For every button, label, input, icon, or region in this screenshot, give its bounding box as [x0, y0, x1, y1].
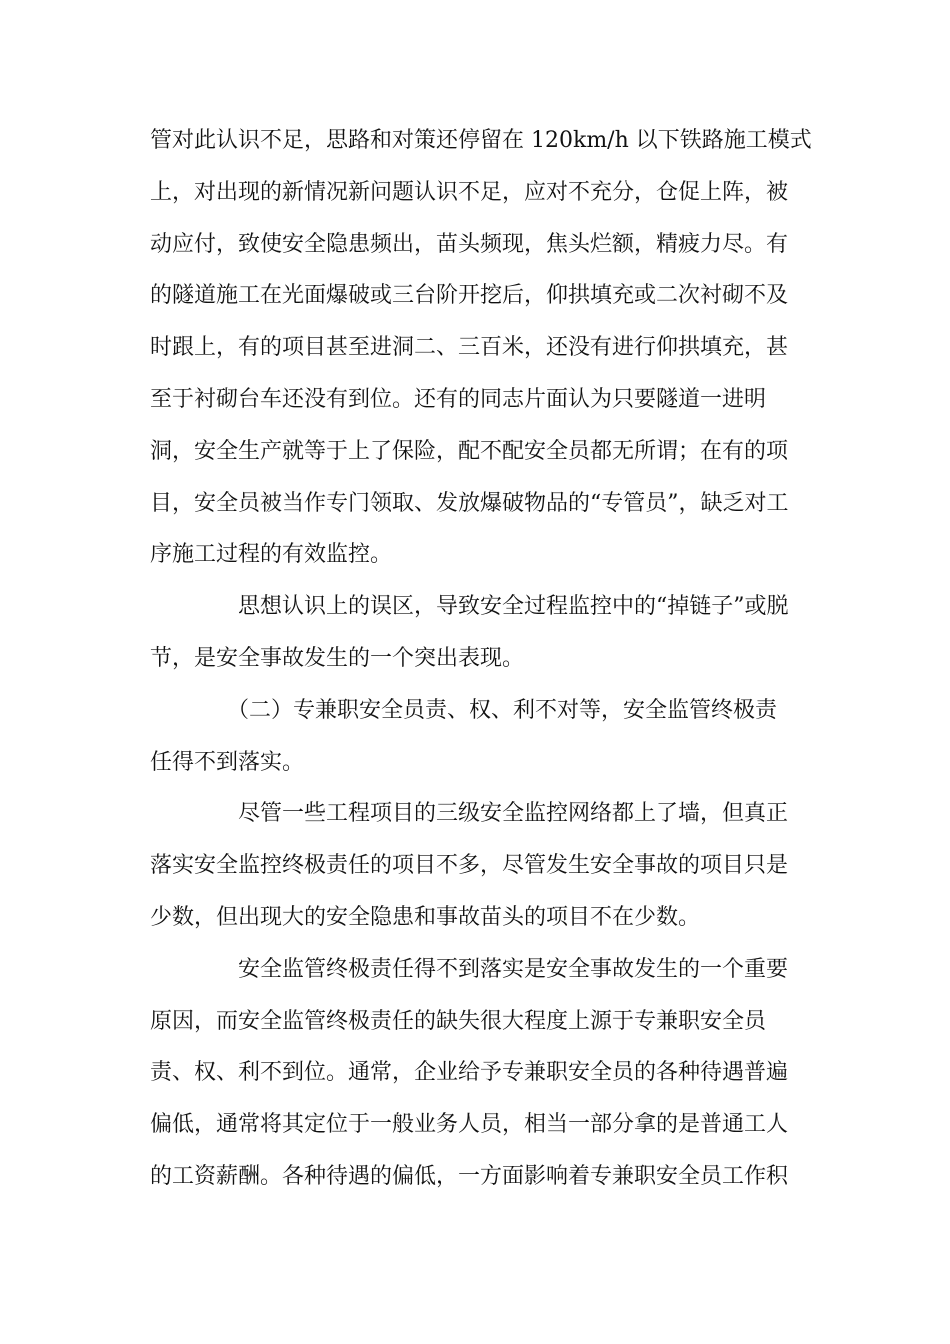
text-line: 动应付，致使安全隐患频出，苗头频现，焦头烂额，精疲力尽。有	[150, 231, 789, 257]
text-line: 至于衬砌台车还没有到位。还有的同志片面认为只要隧道一进明	[150, 386, 767, 412]
text-line: 落实安全监控终极责任的项目不多，尽管发生安全事故的项目只是	[150, 853, 789, 879]
text-line: 管对此认识不足，思路和对策还停留在 120km/h 以下铁路施工模式	[150, 128, 812, 153]
text-line: 的隧道施工在光面爆破或三台阶开挖后，仰拱填充或二次衬砌不及	[150, 283, 789, 309]
text-line: 责、权、利不到位。通常，企业给予专兼职安全员的各种待遇普遍	[150, 1060, 789, 1086]
text-line: 原因，而安全监管终极责任的缺失很大程度上源于专兼职安全员	[150, 1008, 767, 1034]
text-line: 的工资薪酬。各种待遇的偏低，一方面影响着专兼职安全员工作积	[150, 1163, 789, 1189]
text-line: 目，安全员被当作专门领取、发放爆破物品的“专管员”，缺乏对工	[150, 490, 789, 516]
text-line: 上，对出现的新情况新问题认识不足，应对不充分，仓促上阵，被	[150, 179, 789, 205]
paragraph-1	[150, 115, 812, 581]
paragraph-2	[150, 581, 800, 685]
paragraph-4	[150, 944, 800, 1203]
text-line: 尽管一些工程项目的三级安全监控网络都上了墙，但真正	[238, 801, 789, 827]
text-line: 安全监管终极责任得不到落实是安全事故发生的一个重要	[238, 956, 789, 982]
text-line: 思想认识上的误区，导致安全过程监控中的“掉链子”或脱	[238, 594, 789, 620]
heading-line: 任得不到落实。	[150, 749, 305, 775]
text-line: 洞，安全生产就等于上了保险，配不配安全员都无所谓；在有的项	[150, 438, 789, 464]
paragraph-3	[150, 788, 800, 943]
document-body	[150, 115, 812, 1203]
section-heading	[150, 685, 800, 789]
heading-line: （二）专兼职安全员责、权、利不对等，安全监管终极责	[227, 697, 778, 723]
text-line: 序施工过程的有效监控。	[150, 542, 393, 568]
text-line: 少数，但出现大的安全隐患和事故苗头的项目不在少数。	[150, 904, 701, 930]
text-line: 时跟上，有的项目甚至进洞二、三百米，还没有进行仰拱填充，甚	[150, 335, 789, 361]
text-line: 节，是安全事故发生的一个突出表现。	[150, 645, 525, 671]
text-line: 偏低，通常将其定位于一般业务人员，相当一部分拿的是普通工人	[150, 1112, 789, 1138]
